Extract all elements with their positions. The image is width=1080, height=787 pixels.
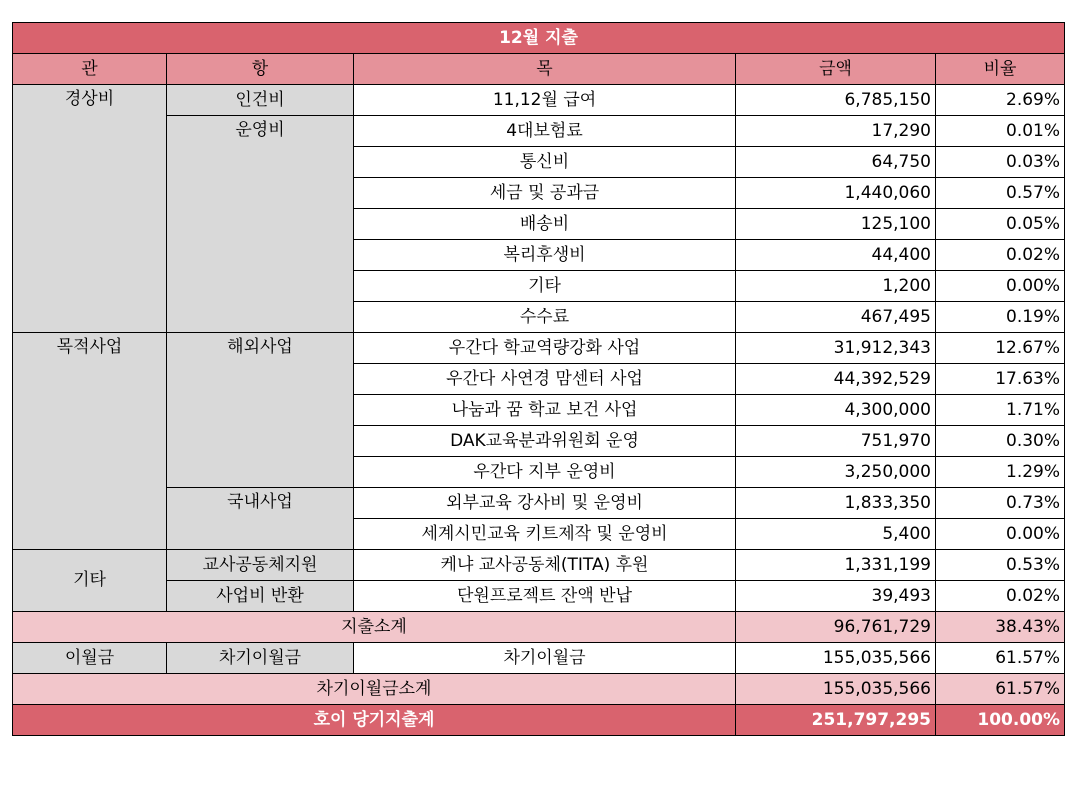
item-label: 단원프로젝트 잔액 반납 <box>354 581 736 612</box>
grand-total-label: 호이 당기지출계 <box>13 705 736 736</box>
expense-subtotal-label: 지출소계 <box>13 612 736 643</box>
item-ratio: 0.00% <box>936 519 1065 550</box>
item-label: 세금 및 공과금 <box>354 178 736 209</box>
carryover-subtotal-row <box>13 674 1065 705</box>
item-ratio: 0.19% <box>936 302 1065 333</box>
item-amount: 5,400 <box>736 519 936 550</box>
expense-subtotal-ratio: 38.43% <box>936 612 1065 643</box>
table-row <box>13 581 1065 612</box>
item-label: 4대보험료 <box>354 116 736 147</box>
table-row <box>13 643 1065 674</box>
item-amount: 44,400 <box>736 240 936 271</box>
header-mok: 목 <box>354 54 736 85</box>
item-label: 세계시민교육 키트제작 및 운영비 <box>354 519 736 550</box>
grand-total-row <box>13 705 1065 736</box>
item-label: 통신비 <box>354 147 736 178</box>
table-row <box>13 85 1065 116</box>
table-row <box>13 550 1065 581</box>
item-ratio: 0.73% <box>936 488 1065 519</box>
group-label: 경상비 <box>13 85 167 333</box>
carryover-subtotal-label: 차기이월금소계 <box>13 674 736 705</box>
header-amount: 금액 <box>736 54 936 85</box>
item-amount: 125,100 <box>736 209 936 240</box>
item-amount: 467,495 <box>736 302 936 333</box>
subgroup-label: 해외사업 <box>167 333 354 488</box>
item-label: 우간다 사연경 맘센터 사업 <box>354 364 736 395</box>
carryover-subtotal-amount: 155,035,566 <box>736 674 936 705</box>
item-label: 복리후생비 <box>354 240 736 271</box>
item-amount: 31,912,343 <box>736 333 936 364</box>
table-row <box>13 333 1065 364</box>
item-ratio: 0.01% <box>936 116 1065 147</box>
item-amount: 39,493 <box>736 581 936 612</box>
item-ratio: 0.03% <box>936 147 1065 178</box>
group-label: 기타 <box>13 550 167 612</box>
subgroup-label: 사업비 반환 <box>167 581 354 612</box>
subgroup-label: 교사공동체지원 <box>167 550 354 581</box>
item-amount: 1,440,060 <box>736 178 936 209</box>
item-amount: 155,035,566 <box>736 643 936 674</box>
item-amount: 6,785,150 <box>736 85 936 116</box>
expense-subtotal-row <box>13 612 1065 643</box>
subgroup-label: 국내사업 <box>167 488 354 550</box>
item-label: 수수료 <box>354 302 736 333</box>
item-amount: 1,833,350 <box>736 488 936 519</box>
item-amount: 751,970 <box>736 426 936 457</box>
item-label: 외부교육 강사비 및 운영비 <box>354 488 736 519</box>
table-row <box>13 488 1065 519</box>
header-gwan: 관 <box>13 54 167 85</box>
item-amount: 1,331,199 <box>736 550 936 581</box>
item-ratio: 1.71% <box>936 395 1065 426</box>
item-label: 나눔과 꿈 학교 보건 사업 <box>354 395 736 426</box>
expense-subtotal-amount: 96,761,729 <box>736 612 936 643</box>
item-ratio: 0.02% <box>936 240 1065 271</box>
subgroup-label: 차기이월금 <box>167 643 354 674</box>
item-label: 차기이월금 <box>354 643 736 674</box>
item-ratio: 17.63% <box>936 364 1065 395</box>
item-amount: 64,750 <box>736 147 936 178</box>
expense-table <box>12 22 1065 736</box>
item-label: 배송비 <box>354 209 736 240</box>
table-row <box>13 116 1065 147</box>
subgroup-label: 운영비 <box>167 116 354 333</box>
table-title-row <box>13 23 1065 54</box>
carryover-subtotal-ratio: 61.57% <box>936 674 1065 705</box>
item-ratio: 0.02% <box>936 581 1065 612</box>
header-row <box>13 54 1065 85</box>
item-ratio: 0.05% <box>936 209 1065 240</box>
item-ratio: 0.30% <box>936 426 1065 457</box>
header-ratio: 비율 <box>936 54 1065 85</box>
item-ratio: 0.57% <box>936 178 1065 209</box>
item-amount: 44,392,529 <box>736 364 936 395</box>
item-amount: 3,250,000 <box>736 457 936 488</box>
item-ratio: 12.67% <box>936 333 1065 364</box>
item-label: 우간다 학교역량강화 사업 <box>354 333 736 364</box>
item-label: 기타 <box>354 271 736 302</box>
item-label: 11,12월 급여 <box>354 85 736 116</box>
grand-total-ratio: 100.00% <box>936 705 1065 736</box>
group-label: 목적사업 <box>13 333 167 550</box>
item-ratio: 0.00% <box>936 271 1065 302</box>
item-ratio: 1.29% <box>936 457 1065 488</box>
item-amount: 4,300,000 <box>736 395 936 426</box>
item-amount: 17,290 <box>736 116 936 147</box>
table-title: 12월 지출 <box>13 23 1065 54</box>
item-label: 우간다 지부 운영비 <box>354 457 736 488</box>
item-ratio: 0.53% <box>936 550 1065 581</box>
item-label: DAK교육분과위원회 운영 <box>354 426 736 457</box>
item-amount: 1,200 <box>736 271 936 302</box>
group-label: 이월금 <box>13 643 167 674</box>
header-hang: 항 <box>167 54 354 85</box>
item-ratio: 61.57% <box>936 643 1065 674</box>
grand-total-amount: 251,797,295 <box>736 705 936 736</box>
item-label: 케냐 교사공동체(TITA) 후원 <box>354 550 736 581</box>
item-ratio: 2.69% <box>936 85 1065 116</box>
subgroup-label: 인건비 <box>167 85 354 116</box>
